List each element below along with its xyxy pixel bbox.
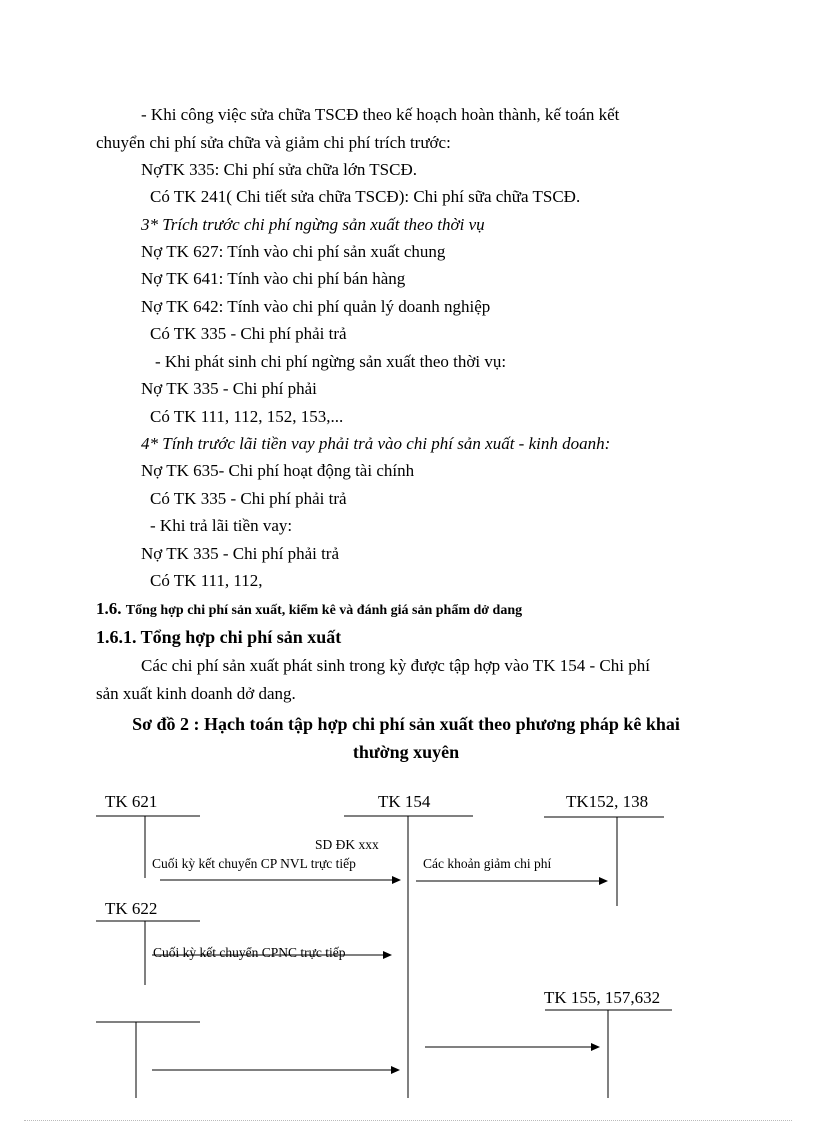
section-heading-1-6-1: 1.6.1. Tổng hợp chi phí sản xuất (96, 627, 342, 647)
tk152-label: TK152, 138 (566, 792, 649, 811)
opening-balance-label: SD ĐK xxx (315, 837, 379, 852)
text-line: NợTK 335: Chi phí sửa chữa lớn TSCĐ. (141, 160, 417, 179)
tk154-label: TK 154 (378, 792, 431, 811)
flow-label-cpnc: Cuối kỳ kết chuyển CPNC trực tiếp (153, 945, 346, 960)
paragraph-line: Các chi phí sản xuất phát sinh trong kỳ được tập hợp vào TK 154 - Chi phí (141, 656, 650, 675)
page-bottom-border (24, 1120, 792, 1121)
text-line: chuyển chi phí sửa chữa và giảm chi phí trích trước: (96, 133, 451, 152)
flow-label-giam: Các khoản giảm chi phí (423, 856, 552, 871)
text-line: Có TK 335 - Chi phí phải trả (150, 489, 347, 508)
tk621-label: TK 621 (105, 792, 158, 811)
text-line: - Khi phát sinh chi phí ngừng sản xuất theo thời vụ: (155, 352, 507, 371)
text-line: 4* Tính trước lãi tiền vay phải trả vào chi phí sản xuất - kinh doanh: (141, 434, 611, 453)
text-line: Có TK 335 - Chi phí phải trả (150, 324, 347, 343)
text-line: 3* Trích trước chi phí ngừng sản xuất theo thời vụ (141, 215, 485, 234)
text-line: Có TK 111, 112, (150, 571, 263, 590)
tk155-label: TK 155, 157,632 (544, 988, 661, 1007)
text-line: Nợ TK 627: Tính vào chi phí sản xuất chung (141, 242, 446, 261)
text-line: Nợ TK 335 - Chi phí phải trả (141, 544, 340, 563)
text-line: Nợ TK 335 - Chi phí phải (141, 379, 317, 398)
text-line: - Khi công việc sửa chữa TSCĐ theo kế hoạch hoàn thành, kế toán kết (141, 105, 620, 124)
flow-label-nvl: Cuối kỳ kết chuyển CP NVL trực tiếp (152, 856, 356, 871)
diagram-caption-line: thường xuyên (352, 742, 460, 762)
tk622-label: TK 622 (105, 899, 158, 918)
text-line: Có TK 241( Chi tiết sửa chữa TSCĐ): Chi phí sữa chữa TSCĐ. (150, 187, 581, 206)
text-line: Nợ TK 642: Tính vào chi phí quản lý doanh nghiệp (141, 297, 491, 316)
diagram-caption-line: Sơ đồ 2 : Hạch toán tập hợp chi phí sản xuất theo phương pháp kê khai (132, 714, 680, 734)
paragraph-line: sản xuất kinh doanh dở dang. (96, 684, 296, 703)
text-line: Nợ TK 641: Tính vào chi phí bán hàng (141, 269, 406, 288)
text-line: Có TK 111, 112, 152, 153,... (150, 407, 344, 426)
section-title: Tổng hợp chi phí sản xuất, kiểm kê và đánh giá sản phẩm dở dang (125, 603, 523, 618)
section-number: 1.6. (96, 599, 122, 618)
text-line: - Khi trả lãi tiền vay: (150, 516, 293, 535)
text-line: Nợ TK 635- Chi phí hoạt động tài chính (141, 461, 415, 480)
